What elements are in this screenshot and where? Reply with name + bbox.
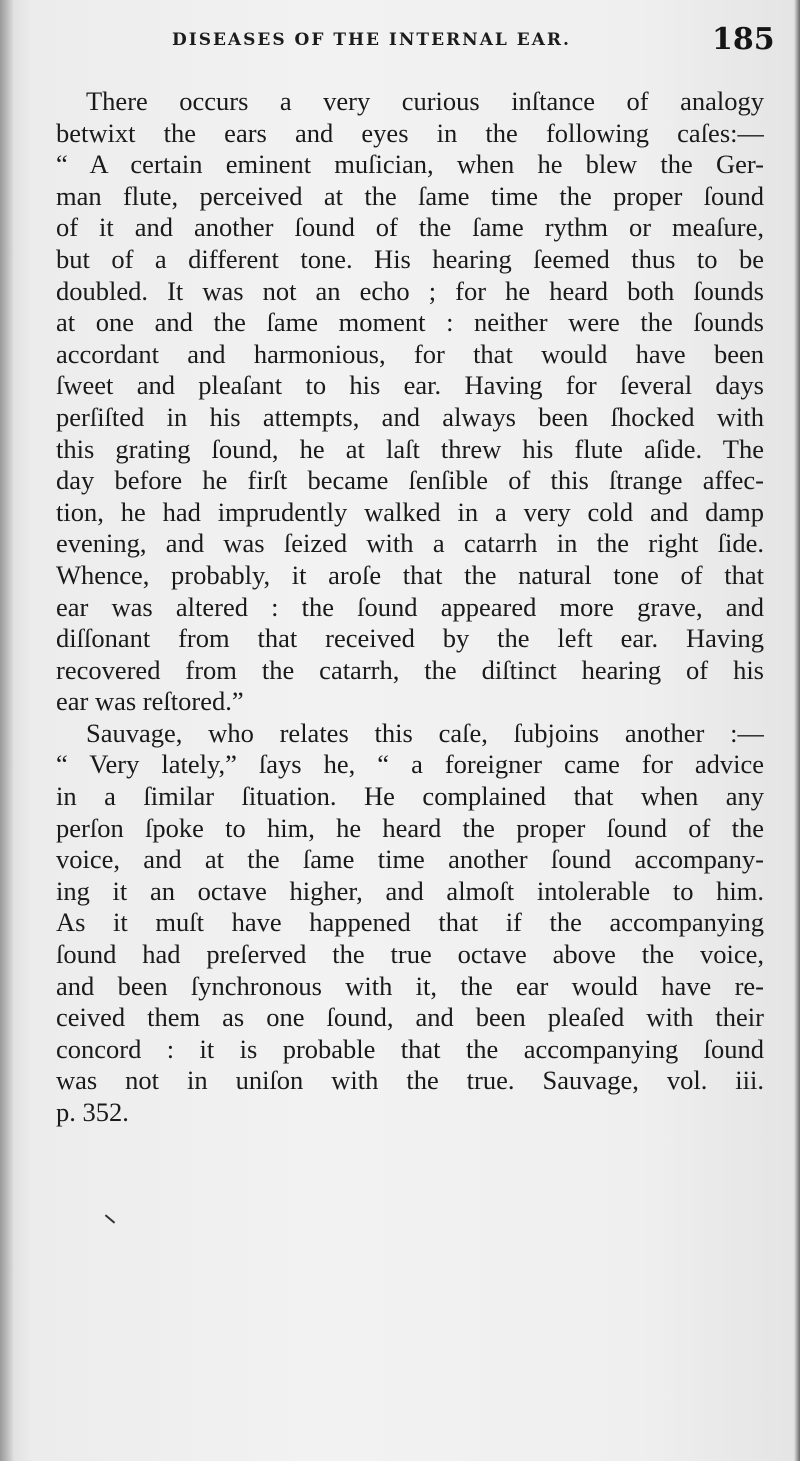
- ink-mark: [105, 1214, 115, 1223]
- text-line: accordant and harmonious, for that would have been: [56, 338, 764, 369]
- text-line: ceived them as one ſound, and been pleaſed with their: [56, 1002, 764, 1033]
- text-line: doubled. It was not an echo ; for he heard both ſounds: [56, 275, 764, 306]
- text-line: tion, he had imprudently walked in a very cold and damp: [56, 496, 764, 527]
- text-line: ſound had preſerved the true octave above the voice,: [56, 939, 764, 970]
- text-line: this grating ſound, he at laſt threw his flute aſide. The: [56, 433, 764, 464]
- text-line: ing it an octave higher, and almoſt intolerable to him.: [56, 875, 764, 906]
- page-number: 185: [712, 22, 775, 57]
- text-line: As it muſt have happened that if the accompanying: [56, 907, 764, 938]
- text-line: p. 352.: [56, 1097, 129, 1127]
- text-line: perſon ſpoke to him, he heard the proper ſound of the: [56, 812, 764, 843]
- text-line: ear was reſtored.”: [56, 686, 244, 717]
- text-line: voice, and at the ſame time another ſound accompany-: [56, 844, 764, 875]
- text-line: day before he firſt became ſenſible of this ſtrange affec-: [56, 465, 764, 496]
- body-text: [56, 86, 764, 1129]
- paragraph-sauvage-case: [56, 718, 764, 1129]
- text-line: man flute, perceived at the ſame time the proper ſound: [56, 180, 764, 211]
- paragraph-analogy-ears-eyes: [56, 86, 764, 718]
- text-line: Whence, probably, it aroſe that the natural tone of that: [56, 559, 764, 590]
- text-line: at one and the ſame moment : neither were the ſounds: [56, 307, 764, 338]
- text-line: and been ſynchronous with it, the ear would have re-: [56, 970, 764, 1001]
- text-line: of it and another ſound of the ſame rythm or meaſure,: [56, 212, 764, 243]
- text-line: “ A certain eminent muſician, when he blew the Ger-: [56, 149, 764, 180]
- text-line: in a ſimilar ſituation. He complained that when any: [56, 781, 764, 812]
- text-line: perſiſted in his attempts, and always been ſhocked with: [56, 401, 764, 432]
- text-line: evening, and was ſeized with a catarrh in the right ſide.: [56, 528, 764, 559]
- text-line: “ Very lately,” ſays he, “ a foreigner came for advice: [56, 749, 764, 780]
- text-line: ſweet and pleaſant to his ear. Having for ſeveral days: [56, 370, 764, 401]
- text-line: betwixt the ears and eyes in the following caſes:—: [56, 117, 764, 148]
- text-line: concord : it is probable that the accompanying ſound: [56, 1033, 764, 1064]
- text-line: recovered from the catarrh, the diſtinct hearing of his: [56, 654, 764, 685]
- text-line: Sauvage, who relates this caſe, ſubjoins another :—: [86, 717, 764, 748]
- text-line: but of a different tone. His hearing ſeemed thus to be: [56, 243, 764, 274]
- running-header-title: DISEASES OF THE INTERNAL EAR.: [172, 30, 571, 50]
- text-line: was not in uniſon with the true. Sauvage, vol. iii.: [56, 1065, 764, 1096]
- text-line: diſſonant from that received by the left ear. Having: [56, 623, 764, 654]
- text-line: ear was altered : the ſound appeared more grave, and: [56, 591, 764, 622]
- text-line: There occurs a very curious inſtance of analogy: [86, 86, 764, 116]
